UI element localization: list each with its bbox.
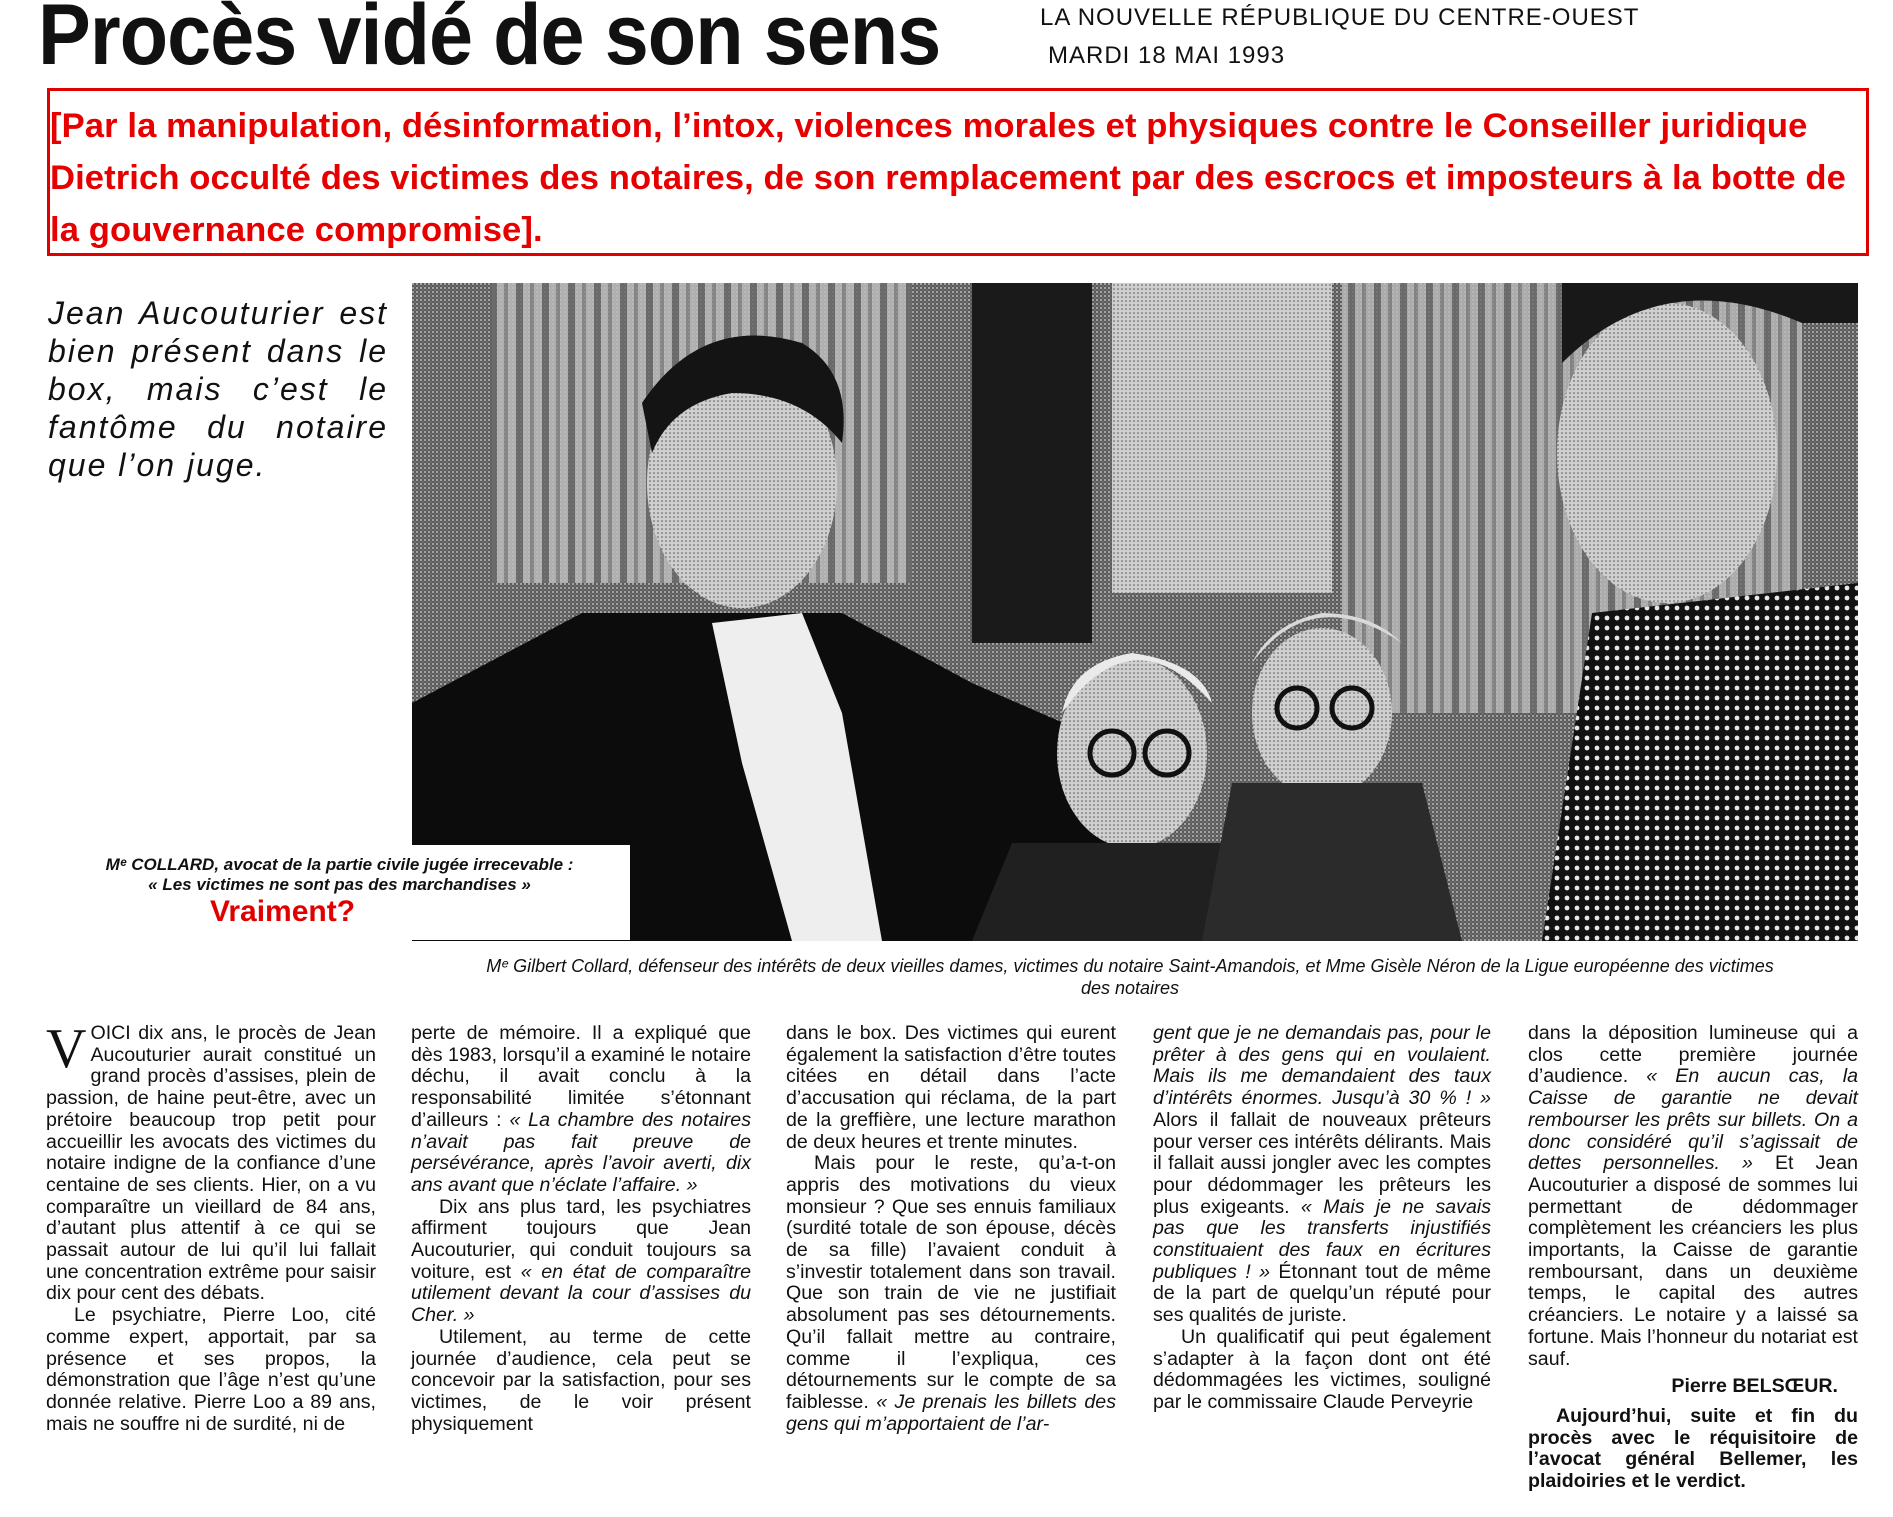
article-column-1 bbox=[46, 1018, 376, 1435]
quote: « Je prenais les billets des gens qui m’apportaient de l’ar- bbox=[786, 1390, 1116, 1435]
paragraph: perte de mémoire. Il a expliqué que dès 1983, lorsqu’il a examiné le notaire déchu, il avait conclu à la responsabilité limitée s’étonnant d’ailleurs : bbox=[411, 1022, 751, 1131]
paragraph: Utilement, au terme de cette journée d’audience, cela peut se concevoir par la satisfaction, pour ses victimes, de le voir présent physiquement bbox=[411, 1325, 751, 1435]
quote: « En aucun cas, la Caisse de garantie ne devait rembourser les prêts sur billets. On a donc considéré qu’il s’agissait de dettes personnelles. » bbox=[1528, 1065, 1858, 1175]
paragraph: OICI dix ans, le procès de Jean Aucouturier aurait constitué un grand procès d’assises, plein de passion, de haine peut-être, avec un prétoire beaucoup trop petit pour accueillir les avocats des victimes du notaire indigne de la confiance d’une centaine de ses clients. Hier, on a vu comparaître un vieillard de 84 ans, d’autant plus attentif à ce qui se passait autour de lui qu’il lui fallait une concentration extrême pour saisir dix pour cent des débats. bbox=[46, 1022, 376, 1305]
paragraph: Étonnant tout de même de la part de quelqu’un réputé pour ses qualités de juriste. bbox=[1153, 1260, 1491, 1327]
drop-cap: V bbox=[46, 1018, 87, 1080]
publication-date: MARDI 18 MAI 1993 bbox=[1048, 42, 1286, 69]
quote: « La chambre des notaires n’avait pas fait preuve de persévérance, après l’avoir averti, dix ans avant que n’éclate l’affaire. » bbox=[411, 1108, 751, 1196]
paragraph: dans le box. Des victimes qui eurent également la satisfaction d’être toutes citées en détail dans l’acte d’accusation qui réclama, de la part de la greffière, une lecture marathon de deux heures et trente minutes. bbox=[786, 1022, 1116, 1153]
author-byline: Pierre BELSŒUR. bbox=[1671, 1375, 1838, 1398]
article-column-5 bbox=[1528, 1023, 1858, 1493]
paragraph: dans la déposition lumineuse qui a clos cette première journée d’audience. bbox=[1528, 1022, 1858, 1088]
quote: gent que je ne demandais pas, pour le prêter à des gens qui en voulaient. Mais ils me demandaient des taux d’intérêts énormes. Jusqu’à 30 % ! » bbox=[1153, 1022, 1491, 1110]
paragraph: Alors il fallait de nouveaux prêteurs pour verser ces intérêts délirants. Mais il fallait aussi jongler avec les comptes pour dédommager les prêteurs les plus exigeants. bbox=[1153, 1108, 1491, 1218]
photo-inset-quote: « Les victimes ne sont pas des marchandises » bbox=[148, 875, 531, 894]
photo-caption: Mᵉ Gilbert Collard, défenseur des intérêts de deux vieilles dames, victimes du notaire Saint-Amandois, et Mme Gisèle Néron de la Ligue européenne des victimes des notaires bbox=[486, 956, 1774, 998]
paragraph: Dix ans plus tard, les psychiatres affirment toujours que Jean Aucouturier, qui conduit toujours sa voiture, est bbox=[411, 1195, 751, 1283]
paragraph: Et Jean Aucouturier a disposé de sommes lui permettant de dédommager complètement les créanciers les plus importants, la Caisse de garantie remboursant, dans un deuxième temps, le capital des autres créanciers. Le notaire y a laissé sa fortune. Mais l’honneur du notariat est sauf. bbox=[1528, 1152, 1858, 1370]
paragraph: Un qualificatif qui peut également s’adapter à la façon dont ont été dédommagées les victimes, souligné par le commissaire Claude Perveyrie bbox=[1153, 1325, 1491, 1413]
article-column-3 bbox=[786, 1023, 1116, 1435]
quote: « en état de comparaître utilement devant la cour d’assises du Cher. » bbox=[411, 1260, 752, 1327]
next-day-note: Aujourd’hui, suite et fin du procès avec le réquisitoire de l’avocat général Bellemer, les plaidoiries et le verdict. bbox=[1528, 1404, 1858, 1493]
photo-inset-caption: Mᵉ COLLARD, avocat de la partie civile jugée irrecevable : bbox=[105, 855, 574, 874]
red-annotation-text: [Par la manipulation, désinformation, l’intox, violences morales et physiques contre le Conseiller juridique Dietrich occulté des victimes des notaires, de son remplacement par des escrocs et imposteurs à la botte de la gouvernance compromise]. bbox=[50, 107, 1846, 249]
quote: « Mais je ne savais pas que les transferts injustifiés constituaient des faux en écritures publiques ! » bbox=[1153, 1195, 1492, 1283]
headline: Procès vidé de son sens bbox=[38, 0, 941, 83]
paragraph: Mais pour le reste, qu’a-t-on appris des motivations du vieux monsieur ? Que ses ennuis familiaux (surdité totale de son épouse, décès de sa fille) l’avaient conduit à s’investir totalement dans son travail. Que son train de vie ne justifiait absolument pas ses détournements. Qu’il fallait mettre au contraire, comme il l’expliqua, ces détournements sur le compte de sa faiblesse. bbox=[786, 1152, 1116, 1413]
publication-name: LA NOUVELLE RÉPUBLIQUE DU CENTRE-OUEST bbox=[1040, 4, 1640, 31]
article-column-2 bbox=[411, 1023, 751, 1435]
article-deck: Jean Aucouturier est bien présent dans le box, mais c’est le fantôme du notaire que l’on juge. bbox=[48, 295, 388, 483]
article-column-4 bbox=[1153, 1023, 1491, 1414]
news-photo bbox=[412, 283, 1858, 941]
red-comment: Vraiment? bbox=[210, 895, 356, 928]
paragraph: Le psychiatre, Pierre Loo, cité comme expert, apportait, par sa présence et ses propos, la démonstration que l’âge n’est qu’une donnée relative. Pierre Loo a 89 ans, mais ne souffre ni de surdité, ni de bbox=[46, 1304, 376, 1435]
